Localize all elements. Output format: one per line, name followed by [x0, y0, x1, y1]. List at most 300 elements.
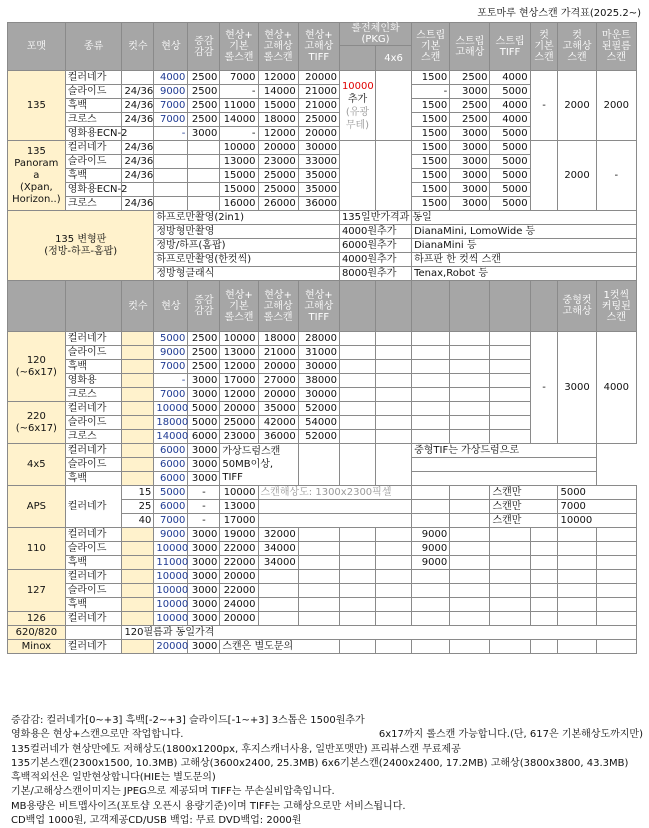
table-cell: 12000 — [220, 388, 258, 402]
table-cell — [188, 183, 220, 197]
header-format: 포맷 — [8, 23, 66, 71]
table-cell: 11000 — [154, 556, 188, 570]
table-cell — [376, 542, 412, 556]
table-cell: 20000 — [220, 612, 258, 626]
table-cell: 52000 — [298, 402, 339, 416]
table-cell: 25000 — [258, 169, 298, 183]
table-cell: 4000 — [596, 332, 636, 444]
variant-name: 하프로만촬영(2in1) — [154, 211, 340, 225]
table-cell: - — [188, 514, 220, 528]
note-line: 135컬러네가 현상만에도 저해상도(1800x1200px, 후지스캐너사용, 일반포맷만) 프리뷰스캔 무료제공 — [11, 743, 461, 755]
table-cell — [258, 584, 298, 598]
table-cell — [376, 360, 412, 374]
table-cell — [490, 584, 530, 598]
table-cell — [376, 374, 412, 388]
variant-price: 4000원추가 — [339, 253, 411, 267]
film-type: 흑백 — [65, 598, 122, 612]
film-type: 컬러네가 — [65, 528, 122, 542]
table-cell — [412, 458, 597, 472]
variant-note: DianaMini, LomoWide 등 — [412, 225, 637, 239]
table-cell — [339, 528, 375, 542]
table-cell: 15000 — [220, 183, 258, 197]
table-cell: 3000 — [450, 183, 490, 197]
table-cell — [530, 556, 558, 570]
table-cell: 22000 — [220, 542, 258, 556]
row-110 — [8, 528, 637, 542]
table-cell: 2500 — [450, 99, 490, 113]
drum-scan-note: 가상드럼스캔 50MB이상, TIFF — [220, 444, 298, 486]
table-cell: 20000 — [298, 71, 339, 85]
table-cell: 3000 — [450, 85, 490, 99]
film-type: 크로스 — [65, 113, 122, 127]
table-cell — [122, 332, 154, 346]
table-cell — [412, 388, 450, 402]
row-variant — [8, 211, 637, 225]
note-line: 135기본스캔(2300x1500, 10.3MB) 고해상(3600x2400, 25.3MB) 6x6기본스캔(2400x2400, 17.2MB) 고해상(3800x3800, 43.3MB) — [11, 757, 629, 769]
note-line: 흑백적외선은 일반현상합니다(HIE는 별도문의) — [11, 772, 216, 784]
table-cell: 24/36 — [122, 99, 154, 113]
table-cell — [558, 598, 596, 612]
aps-resolution: 스캔해상도: 1300x2300픽셀 — [258, 486, 412, 500]
table-cell: 7000 — [220, 71, 258, 85]
table-cell: 4000 — [490, 99, 530, 113]
table-cell — [339, 640, 375, 654]
table-cell — [122, 556, 154, 570]
table-cell — [339, 346, 375, 360]
table-cell: 컷수 — [122, 281, 154, 332]
table-cell — [490, 556, 530, 570]
row-4x5 — [8, 444, 637, 458]
table-cell: 3000 — [188, 458, 220, 472]
table-cell: 6000 — [154, 500, 188, 514]
header-push: 증감 감감 — [188, 23, 220, 71]
film-type: 흑백 — [65, 360, 122, 374]
table-cell: 5000 — [154, 486, 188, 500]
table-cell: 3000 — [188, 388, 220, 402]
header-print-4x6: 4x6 — [376, 46, 412, 71]
table-cell: 18000 — [258, 332, 298, 346]
scan-only-price: 10000 — [558, 514, 637, 528]
table-cell — [596, 556, 636, 570]
table-cell: 1500 — [412, 127, 450, 141]
table-cell: 9000 — [154, 346, 188, 360]
table-cell: 2000 — [558, 71, 596, 141]
table-cell: 15000 — [220, 169, 258, 183]
table-cell — [154, 141, 188, 155]
print-note: (유광 무테) — [345, 106, 370, 131]
table-cell — [412, 281, 450, 332]
table-cell — [596, 598, 636, 612]
notes-section — [11, 714, 643, 828]
table-cell — [376, 640, 412, 654]
table-cell — [65, 626, 122, 640]
table-cell — [412, 360, 450, 374]
table-cell — [450, 584, 490, 598]
table-cell — [122, 612, 154, 626]
table-cell — [596, 570, 636, 584]
table-cell — [450, 486, 490, 500]
table-cell — [339, 612, 375, 626]
table-cell — [490, 332, 530, 346]
table-cell: 9000 — [154, 85, 188, 99]
table-cell — [450, 598, 490, 612]
header-strip-basic: 스트립 기본 스캔 — [412, 23, 450, 71]
table-cell — [376, 556, 412, 570]
table-cell — [596, 612, 636, 626]
table-cell — [450, 388, 490, 402]
format-variant: 135 변형판 (정방-하프-홈팝) — [8, 211, 154, 281]
table-cell: 3000 — [450, 169, 490, 183]
table-cell: 1500 — [412, 183, 450, 197]
print-price-cell — [339, 71, 375, 141]
table-cell: 7000 — [154, 99, 188, 113]
table-cell — [376, 612, 412, 626]
table-cell: 22000 — [220, 584, 258, 598]
table-cell — [450, 528, 490, 542]
header-count: 컷수 — [122, 23, 154, 71]
table-cell: 20000 — [258, 388, 298, 402]
table-cell — [339, 388, 375, 402]
film-type: 흑백 — [65, 169, 122, 183]
table-cell: 24000 — [220, 598, 258, 612]
table-cell: 5000 — [490, 127, 530, 141]
table-cell — [376, 598, 412, 612]
table-cell: 27000 — [258, 374, 298, 388]
table-cell — [596, 640, 636, 654]
table-cell: 5000 — [490, 183, 530, 197]
header-strip-high: 스트립 고해상 — [450, 23, 490, 71]
table-cell: 13000 — [220, 346, 258, 360]
table-cell — [412, 584, 450, 598]
table-cell — [122, 416, 154, 430]
table-cell — [412, 430, 450, 444]
table-cell: 21000 — [298, 99, 339, 113]
film-type: 흑백 — [65, 556, 122, 570]
table-cell — [258, 570, 298, 584]
table-cell: 18000 — [258, 113, 298, 127]
table-cell: 5000 — [188, 402, 220, 416]
scan-only-price: 5000 — [558, 486, 637, 500]
table-cell: 2500 — [188, 113, 220, 127]
table-cell: 2500 — [188, 85, 220, 99]
table-cell — [558, 570, 596, 584]
table-cell: 5000 — [490, 155, 530, 169]
table-cell — [258, 500, 412, 514]
row-135 — [8, 71, 637, 85]
table-cell: 23000 — [258, 155, 298, 169]
price-table — [7, 22, 637, 654]
table-cell: 4000 — [490, 71, 530, 85]
table-cell — [122, 458, 154, 472]
table-cell: 17000 — [220, 374, 258, 388]
table-cell — [412, 472, 597, 486]
table-cell — [376, 281, 412, 332]
table-cell: - — [596, 141, 636, 211]
table-cell — [339, 416, 375, 430]
header-dev: 현상 — [154, 23, 188, 71]
film-type: 슬라이드 — [65, 542, 122, 556]
table-cell: 3000 — [558, 332, 596, 444]
table-cell: 1500 — [412, 113, 450, 127]
table-cell: 1500 — [412, 71, 450, 85]
table-cell: 20000 — [154, 640, 188, 654]
table-cell — [558, 612, 596, 626]
table-cell: 12000 — [258, 71, 298, 85]
table-cell: 5000 — [490, 141, 530, 155]
variant-price: 4000원추가 — [339, 225, 411, 239]
table-cell: 30000 — [298, 388, 339, 402]
film-type: 컬러네가 — [65, 141, 122, 155]
table-cell — [530, 570, 558, 584]
format-minox: Minox — [8, 640, 66, 654]
scan-only-price: 7000 — [558, 500, 637, 514]
table-cell — [530, 598, 558, 612]
table-cell — [188, 197, 220, 211]
table-cell — [530, 281, 558, 332]
table-cell: 3000 — [188, 584, 220, 598]
table-cell: 2500 — [450, 113, 490, 127]
table-cell: 6000 — [154, 444, 188, 458]
table-cell — [154, 183, 188, 197]
table-cell — [490, 388, 530, 402]
header-type: 종류 — [65, 23, 122, 71]
table-cell: 3000 — [188, 556, 220, 570]
table-cell — [339, 542, 375, 556]
table-cell: 35000 — [298, 183, 339, 197]
table-cell — [412, 500, 450, 514]
header-strip-tiff: 스트립 TIFF — [490, 23, 530, 71]
film-type: 영화용ECN-2 — [65, 183, 122, 197]
tif-note: 중형TIF는 가상드럼으로 — [412, 444, 597, 458]
table-cell: 9000 — [154, 528, 188, 542]
table-cell — [376, 346, 412, 360]
variant-note: 하프판 한 컷씩 스캔 — [412, 253, 637, 267]
film-type: 슬라이드 — [65, 85, 122, 99]
film-type: 컬러네가 — [65, 612, 122, 626]
table-cell: 32000 — [258, 528, 298, 542]
table-cell — [490, 528, 530, 542]
table-cell: 2000 — [596, 71, 636, 141]
table-cell — [339, 444, 375, 486]
table-cell: 52000 — [298, 430, 339, 444]
table-cell — [339, 332, 375, 346]
row-aps — [8, 486, 637, 500]
table-cell — [339, 281, 375, 332]
variant-price: 135일반가격과 동일 — [339, 211, 411, 225]
table-cell: 현상 — [154, 281, 188, 332]
table-cell — [490, 416, 530, 430]
table-cell: 1500 — [412, 169, 450, 183]
table-cell: - — [220, 127, 258, 141]
table-cell: 3000 — [188, 598, 220, 612]
table-cell: 3000 — [450, 127, 490, 141]
table-cell: 13000 — [220, 500, 258, 514]
table-cell: 5000 — [188, 416, 220, 430]
table-cell: 10000 — [154, 542, 188, 556]
table-cell: - — [188, 486, 220, 500]
table-cell: 3000 — [188, 528, 220, 542]
table-cell: 22000 — [220, 556, 258, 570]
table-cell — [339, 141, 375, 211]
table-cell — [412, 402, 450, 416]
table-cell — [339, 430, 375, 444]
table-cell — [596, 542, 636, 556]
table-cell — [490, 281, 530, 332]
table-cell: 10000 — [154, 584, 188, 598]
table-cell: 3000 — [450, 141, 490, 155]
minox-note: 스캔은 별도문의 — [220, 640, 340, 654]
table-cell: 30000 — [298, 141, 339, 155]
table-cell — [339, 374, 375, 388]
table-cell: 10000 — [220, 332, 258, 346]
table-cell — [450, 640, 490, 654]
table-cell: 2000 — [558, 141, 596, 211]
table-cell: - — [530, 332, 558, 444]
table-cell — [596, 528, 636, 542]
table-cell — [490, 640, 530, 654]
table-cell — [298, 556, 339, 570]
table-cell: 25 — [122, 500, 154, 514]
table-cell — [490, 570, 530, 584]
table-cell: 15000 — [258, 99, 298, 113]
table-cell — [154, 197, 188, 211]
variant-price: 6000원추가 — [339, 239, 411, 253]
table-cell — [450, 360, 490, 374]
film-type: 컬러네가 — [65, 570, 122, 584]
table-cell — [376, 528, 412, 542]
print-price: 10000 — [341, 80, 374, 92]
table-cell — [558, 542, 596, 556]
table-cell — [298, 598, 339, 612]
table-cell: 34000 — [258, 542, 298, 556]
table-cell — [412, 332, 450, 346]
table-cell — [490, 402, 530, 416]
table-cell: 24/36 — [122, 141, 154, 155]
print-add: 추가 — [347, 93, 368, 105]
table-cell: 14000 — [154, 430, 188, 444]
table-cell — [339, 598, 375, 612]
table-cell — [258, 598, 298, 612]
table-cell — [376, 430, 412, 444]
table-cell — [122, 444, 154, 458]
table-cell — [490, 346, 530, 360]
table-cell — [530, 612, 558, 626]
table-cell: 36000 — [298, 197, 339, 211]
table-cell: 현상+ 기본 롤스캔 — [220, 281, 258, 332]
table-cell: 12000 — [220, 360, 258, 374]
format-aps: APS — [8, 486, 66, 528]
table-cell: 31000 — [298, 346, 339, 360]
table-cell — [450, 570, 490, 584]
table-cell — [450, 332, 490, 346]
table-cell: 38000 — [298, 374, 339, 388]
table-cell — [490, 360, 530, 374]
film-type: 영화용ECN-2 — [65, 127, 122, 141]
table-cell — [122, 640, 154, 654]
table-cell: 7000 — [154, 113, 188, 127]
film-type: 슬라이드 — [65, 416, 122, 430]
table-cell — [188, 141, 220, 155]
table-cell — [596, 584, 636, 598]
table-cell — [450, 374, 490, 388]
table-cell: 3000 — [188, 542, 220, 556]
table-cell: 33000 — [298, 155, 339, 169]
table-cell: 5000 — [490, 197, 530, 211]
format-f220: 220 (~6x17) — [8, 402, 66, 444]
table-cell — [490, 542, 530, 556]
table-cell — [530, 542, 558, 556]
scan-only-label: 스캔만 — [490, 514, 558, 528]
table-cell — [376, 141, 412, 211]
row-minox — [8, 640, 637, 654]
variant-name: 정방/하프(홈팝) — [154, 239, 340, 253]
table-cell — [298, 542, 339, 556]
table-cell: - — [188, 500, 220, 514]
film-type: 크로스 — [65, 430, 122, 444]
film-type: 컬러네가 — [65, 444, 122, 458]
table-cell — [412, 486, 450, 500]
format-110: 110 — [8, 528, 66, 570]
table-cell — [122, 570, 154, 584]
table-cell: 20000 — [220, 570, 258, 584]
header-print-blank — [339, 46, 375, 71]
format-4x5: 4x5 — [8, 444, 66, 486]
table-cell — [376, 402, 412, 416]
film-type: 슬라이드 — [65, 346, 122, 360]
page-title: 포토마루 현상스캔 가격표(2025.2~) — [477, 8, 641, 19]
table-cell — [412, 640, 450, 654]
variant-price: 8000원추가 — [339, 267, 411, 281]
table-cell — [450, 281, 490, 332]
table-cell: 25000 — [298, 113, 339, 127]
table-cell — [450, 402, 490, 416]
table-cell — [558, 556, 596, 570]
table-cell: 3000 — [188, 444, 220, 458]
table-cell: 3000 — [188, 472, 220, 486]
table-cell: - — [220, 85, 258, 99]
table-cell — [258, 612, 298, 626]
table-cell — [154, 155, 188, 169]
table-cell — [450, 514, 490, 528]
header-dev-tiff: 현상+ 고해상 TIFF — [298, 23, 339, 71]
table-cell — [376, 388, 412, 402]
row-127 — [8, 584, 637, 598]
table-cell — [122, 346, 154, 360]
table-cell — [339, 360, 375, 374]
table-cell: 14000 — [220, 113, 258, 127]
table-cell: 11000 — [220, 99, 258, 113]
note-line: MB용량은 비트맵사이즈(포토샵 오픈시 용량기준)이며 TIFF는 고해상으로만 서비스됩니다. — [11, 800, 406, 812]
table-cell: 12000 — [258, 127, 298, 141]
table-cell: 20000 — [220, 402, 258, 416]
table-cell — [122, 71, 154, 85]
header-dev-high: 현상+ 고해상 롤스캔 — [258, 23, 298, 71]
table-cell: 15 — [122, 486, 154, 500]
film-type: 컬러네가 — [65, 332, 122, 346]
table-cell: 3000 — [188, 570, 220, 584]
table-cell: 24/36 — [122, 85, 154, 99]
table-cell — [450, 500, 490, 514]
table-cell — [122, 542, 154, 556]
row-110 — [8, 556, 637, 570]
table-cell: 2500 — [188, 360, 220, 374]
table-cell: 28000 — [298, 332, 339, 346]
table-cell: 35000 — [258, 402, 298, 416]
table-cell — [412, 346, 450, 360]
header-cut-high: 컷 고해상 스캔 — [558, 23, 596, 71]
table-cell: 7000 — [154, 388, 188, 402]
table-cell: 16000 — [220, 197, 258, 211]
